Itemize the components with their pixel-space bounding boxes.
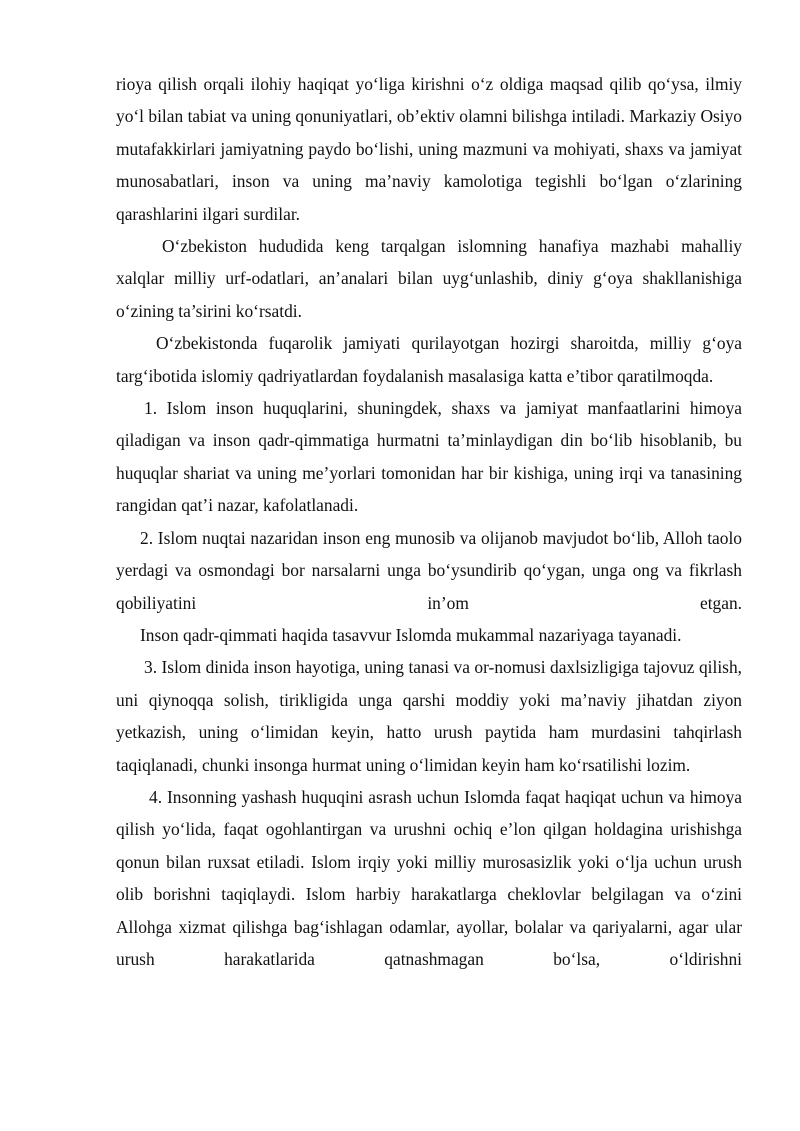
paragraph-civil-society: O‘zbekistonda fuqarolik jamiyati qurilayotgan hozirgi sharoitda, milliy g‘oya targ‘ibotida islomiy qadriyatlardan foydalanish masalasiga katta e’tibor qaratilmoqda.	[116, 333, 742, 386]
paragraph-point-1: 1. Islom inson huquqlarini, shuningdek, shaxs va jamiyat manfaatlarini himoya qiladigan va inson qadr-qimmatiga hurmatni ta’minlaydigan din bo‘lib hisoblanib, bu huquqlar shariat va uning me’yorlari tomonidan har bir kishiga, uning irqi va tanasining rangidan qat’i nazar, kafolatlanadi.	[116, 398, 742, 516]
paragraph-point-2: 2. Islom nuqtai nazaridan inson eng munosib va olijanob mavjudot bo‘lib, Alloh taolo yerdagi va osmondagi bor narsalarni unga bo‘ysundirib qo‘ygan, unga ong va fikrlash qobiliyatini in’om etgan.	[116, 527, 742, 613]
paragraph-point-3: 3. Islom dinida inson hayotiga, uning tanasi va or-nomusi daxlsizligiga tajovuz qilish, uni qiynoqqa solish, tirikligida unga qarshi moddiy yoki ma’naviy jihatdan ziyon yetkazish, uning o‘limidan keyin, hatto urush paytida ham murdasini tahqirlash taqiqlanadi, chunki insonga hurmat uning o‘limidan keyin ham ko‘rsatilishi lozim.	[116, 657, 742, 775]
paragraph-point-4: 4. Insonning yashash huquqini asrash uchun Islomda faqat haqiqat uchun va himoya qilish yo‘lida, faqat ogohlantirgan va urushni ochiq e’lon qilgan holdagina urishishga qonun bilan ruxsat etiladi. Islom irqiy yoki milliy murosasizlik yoki o‘lja uchun urush olib borishni taqiqlaydi. Islom harbiy harakatlarga cheklovlar belgilagan va o‘zini Allohga xizmat qilishga bag‘ishlagan odamlar, ayollar, bolalar va qariyalarni, agar ular urush harakatlarida qatnashmagan bo‘lsa, o‘ldirishni	[116, 786, 742, 969]
paragraph-hanafiya: O‘zbekiston hududida keng tarqalgan islomning hanafiya mazhabi mahalliy xalqlar milliy urf-odatlari, an’analari bilan uyg‘unlashib, diniy g‘oya shakllanishiga o‘zining ta’sirini ko‘rsatdi.	[116, 236, 742, 321]
paragraph-human-dignity: Inson qadr-qimmati haqida tasavvur Islomda mukammal nazariyaga tayanadi.	[140, 624, 682, 645]
paragraph-intro-continued: rioya qilish orqali ilohiy haqiqat yo‘liga kirishni o‘z oldiga maqsad qilib qo‘ysa, ilmiy yo‘l bilan tabiat va uning qonuniyatlari, ob’ektiv olamni bilishga intiladi. Markaziy Osiyo mutafakkirlari jamiyatning paydo bo‘lishi, uning mazmuni va mohiyati, shaxs va jamiyat munosabatlari, inson va uning ma’naviy kamolotiga tegishli bo‘lgan o‘zlarining qarashlarini ilgari surdilar.	[116, 74, 742, 224]
document-body	[116, 68, 742, 975]
